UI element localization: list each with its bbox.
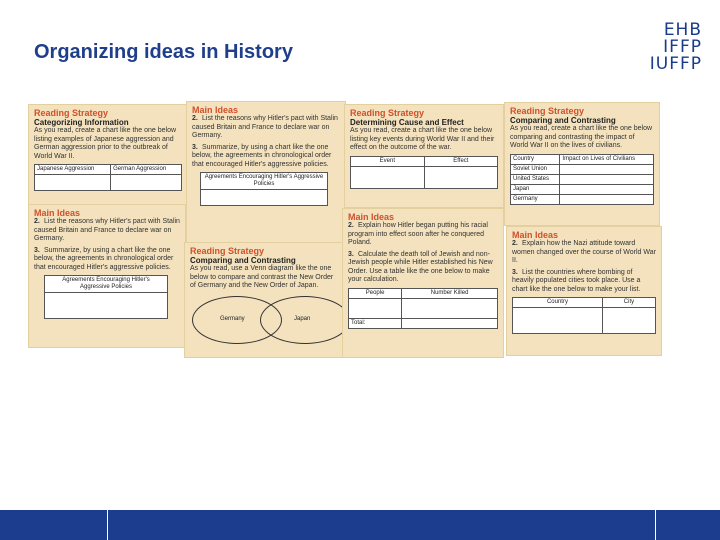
card-main-ideas-4 [506, 226, 662, 356]
agreements-table [200, 172, 328, 206]
agreements-table [44, 275, 168, 319]
table-row-label: Germany [511, 194, 560, 204]
table-header-cell: City [602, 298, 655, 308]
question-3 [34, 247, 180, 273]
logo-line-1: EHB [663, 20, 702, 40]
question-text: List the reasons why Hitler's pact with Stalin caused Britain and France to declare war on Germany. [34, 218, 180, 242]
card-heading: Main Ideas [348, 212, 395, 222]
death-toll-table [348, 288, 498, 329]
table-cell [560, 174, 654, 184]
card-heading: Main Ideas [34, 208, 81, 218]
table-cell [560, 194, 654, 204]
card-heading: Reading Strategy [350, 108, 425, 118]
card-subheading: Comparing and Contrasting [190, 256, 296, 265]
card-heading: Main Ideas [192, 105, 239, 115]
card-text: As you read, create a chart like the one below listing examples of Japanese aggression and German aggression prior to the outbreak of World War II. [34, 127, 177, 160]
card-cause-effect [344, 104, 504, 208]
table-cell [45, 293, 168, 319]
card-heading: Reading Strategy [34, 108, 109, 118]
table-cell [201, 190, 328, 206]
card-subheading: Categorizing Information [34, 118, 129, 127]
question-3 [512, 269, 656, 295]
card-main-ideas-1 [186, 101, 346, 243]
logo-line-3: IUFFP [649, 54, 702, 74]
question-number: 3. [192, 143, 198, 151]
question-2 [34, 218, 180, 244]
question-text: Explain how Hitler began putting his racial program into effect soon after he conquered Poland. [348, 222, 488, 246]
card-heading: Reading Strategy [190, 246, 265, 256]
question-number: 3. [348, 250, 354, 258]
venn-diagram [190, 296, 338, 346]
table-row-label: Japan [511, 184, 560, 194]
table-header-cell: Country [511, 154, 560, 164]
table-header-cell: People [349, 288, 402, 298]
cause-effect-table [350, 156, 498, 189]
card-comparing-contrasting-venn [184, 242, 344, 358]
table-header-cell: Event [351, 156, 425, 166]
venn-label-left: Germany [220, 315, 245, 322]
table-header-cell: Number Killed [402, 288, 498, 298]
card-subheading: Determining Cause and Effect [350, 118, 464, 127]
table-row-label: Soviet Union [511, 164, 560, 174]
table-header-cell: Impact on Lives of Civilians [560, 154, 654, 164]
bombing-table [512, 297, 656, 334]
table-cell [35, 175, 111, 191]
total-cell: Total: [349, 318, 402, 328]
question-number: 2. [192, 115, 198, 122]
question-text: Summarize, by using a chart like the one below, the agreements in chronological order that encouraged Hitler's aggressive policies. [192, 143, 332, 168]
table-header-cell: Country [513, 298, 603, 308]
table-header-cell: Agreements Encouraging Hitler's Aggressive Policies [45, 276, 168, 293]
venn-label-right: Japan [294, 315, 311, 322]
footer-divider [107, 510, 108, 540]
table-cell [402, 298, 498, 318]
card-text: As you read, use a Venn diagram like the one below to compare and contrast the New Order of Germany and the New Order of Japan. [190, 265, 334, 289]
card-categorizing-information [28, 104, 188, 208]
table-cell [349, 298, 402, 318]
footer-bar [0, 510, 720, 540]
question-2 [192, 115, 340, 141]
table-cell [111, 175, 182, 191]
table-cell [424, 166, 497, 188]
question-text: Calculate the death toll of Jewish and non-Jewish people while Hitler established his New Order. Use a table like the one below to make your calculation. [348, 250, 493, 283]
logo-line-2: IFFP [663, 37, 702, 57]
table-cell [351, 166, 425, 188]
question-number: 2. [348, 222, 354, 229]
card-text: As you read, create a chart like the one below comparing and contrasting the impact of World War II on the lives of civilians. [510, 125, 653, 149]
card-heading: Main Ideas [512, 230, 559, 240]
table-cell [602, 308, 655, 334]
footer-divider [655, 510, 656, 540]
table-header-cell: Effect [424, 156, 497, 166]
card-heading: Reading Strategy [510, 106, 585, 116]
question-number: 2. [512, 240, 518, 247]
table-header-cell: German Aggression [111, 165, 182, 175]
table-header-cell: Agreements Encouraging Hitler's Aggressive Policies [201, 173, 328, 190]
question-text: Summarize, by using a chart like the one below, the agreements in chronological order that encouraged Hitler's aggressive policies. [34, 246, 174, 271]
card-main-ideas-3 [342, 208, 504, 358]
question-3 [192, 144, 340, 170]
question-number: 3. [34, 246, 40, 254]
question-text: List the countries where bombing of heavily populated cities took place. Use a chart like the one below to make your list. [512, 268, 641, 293]
card-comparing-contrasting-civilians [504, 102, 660, 226]
question-text: Explain how the Nazi attitude toward women changed over the course of World War II. [512, 240, 656, 264]
question-number: 2. [34, 218, 40, 225]
question-2 [348, 222, 498, 248]
question-number: 3. [512, 268, 518, 276]
card-text: As you read, create a chart like the one below listing key events during World War II and their effect on the outcome of the war. [350, 127, 495, 151]
table-header-cell: Japanese Aggression [35, 165, 111, 175]
table-cell [560, 184, 654, 194]
aggression-table [34, 164, 182, 191]
table-row-label: United States [511, 174, 560, 184]
slide-title: Organizing ideas in History [34, 41, 293, 63]
table-cell [513, 308, 603, 334]
ehb-logo [638, 22, 702, 73]
civilians-table [510, 154, 654, 205]
question-3 [348, 251, 498, 285]
question-text: List the reasons why Hitler's pact with Stalin caused Britain and France to declare war on Germany. [192, 115, 338, 139]
table-cell [402, 318, 498, 328]
card-subheading: Comparing and Contrasting [510, 116, 616, 125]
question-2 [512, 240, 656, 266]
table-cell [560, 164, 654, 174]
card-main-ideas-2 [28, 204, 186, 348]
